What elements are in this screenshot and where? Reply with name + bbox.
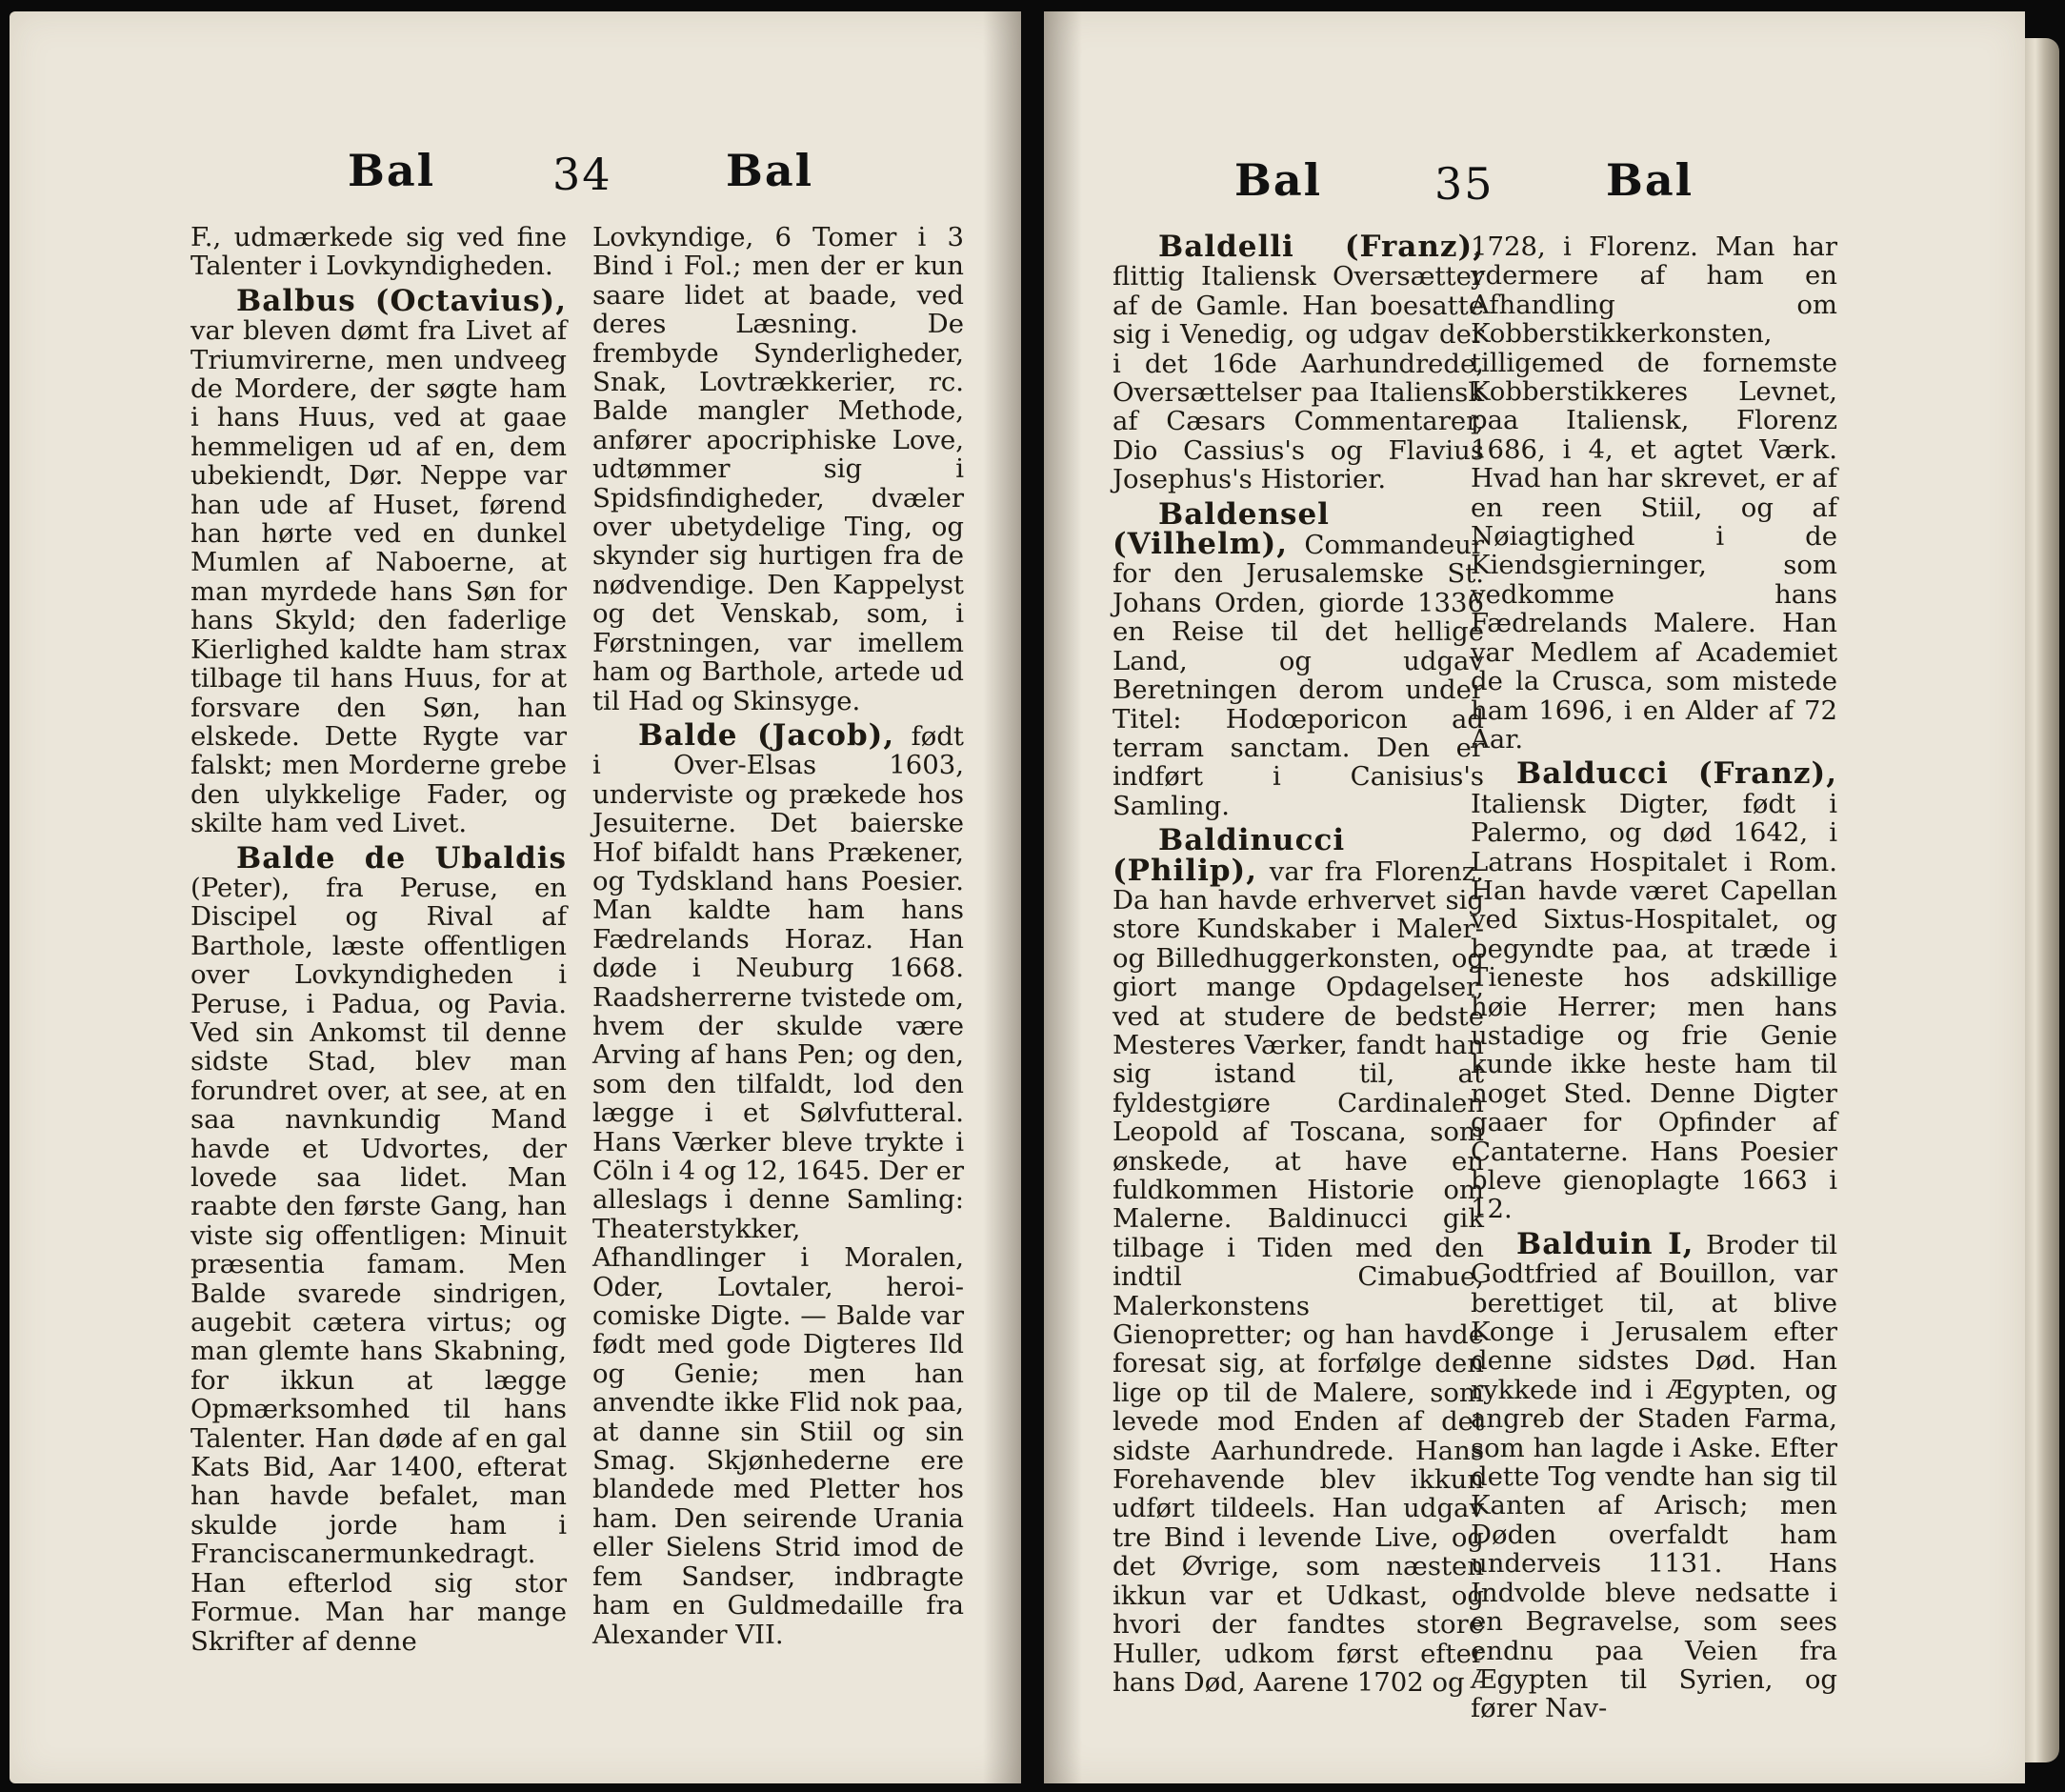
continuation-text: Lovkyndige, 6 Tomer i 3 Bind i Fol.; men der er kun saare lidet at baade, ved deres Læsning. De frembyde Synderligheder, Snak, Lovtrækkerier, rc. Balde mangler Methode, anfører apocriphiske Love, udtømmer sig i Spidsfindigheder, dvæler over ubetydelige Ting, og skynder sig hurtigen fra de nødvendige. Den Kappelyst og det Venskab, som, i Førstningen, var imellem ham og Barthole, artede ud til Had og Skinsyge. bbox=[592, 222, 964, 716]
continuation-text: F., udmærkede sig ved fine Talenter i Lovkyndigheden. bbox=[190, 222, 567, 282]
entry-text: flittig Italiensk Oversætter af de Gamle. Han boesatte sig i Venedig, og udgav der i det 16de Aarhundrede, Oversættelser paa Italiensk af Cæsars Commentarer, Dio Cassius's og Flavius Josephus's Historier. bbox=[1113, 261, 1484, 495]
text-column-2 bbox=[592, 223, 964, 1649]
right-page bbox=[1044, 11, 2025, 1783]
dictionary-entry bbox=[1471, 1226, 1837, 1724]
dictionary-entry bbox=[592, 717, 964, 1650]
running-head-right: Bal bbox=[1606, 154, 1694, 206]
entry-text: (Peter), fra Peruse, en Discipel og Rival af Barthole, læste offentligen over Lovkyndigheden i Peruse, i Padua, og Pavia. Ved sin Ankomst til denne sidste Stad, blev man forundret over, at see, at en saa navnkundig Mand havde et Udvortes, der lovede saa lidet. Man raabte den første Gang, han viste sig offentligen: Minuit præsentia famam. Men Balde svarede sindrigen, augebit cætera virtus; og man glemte hans Skabning, for ikkun at lægge Opmærksomhed til hans Talenter. Han døde af en gal Kats Bid, Aar 1400, efterat han havde befalet, man skulde jorde ham i Franciscanermunkedragt. Han efterlod sig stor Formue. Man har mange Skrifter af denne bbox=[190, 872, 567, 1657]
page-number: 34 bbox=[552, 149, 612, 200]
text-column-1 bbox=[190, 223, 567, 1656]
continuation-text: 1728, i Florenz. Man har ydermere af ham en Afhandling om Kobberstikkerkonsten, tilligemed de fornemste Kobberstikkeres Levnet, paa Italiensk, Florenz 1686, i 4, et agtet Værk. Hvad han har skrevet, er af en reen Stiil, og af Nøiagtighed i de Kiendsgierninger, som vedkomme hans Fædrelands Malere. Han var Medlem af Academiet de la Crusca, som mistede ham 1696, i en Alder af 72 Aar. bbox=[1471, 232, 1837, 755]
entry-headword: Baldelli (Franz), bbox=[1158, 230, 1484, 264]
dictionary-entry bbox=[1113, 496, 1484, 821]
entry-headword: Balde (Jacob), bbox=[638, 717, 895, 753]
left-page bbox=[10, 11, 1021, 1783]
running-head-right: Bal bbox=[726, 145, 814, 196]
entry-text: Commandeur for den Jerusalemske St. Johans Orden, giorde 1336 en Reise til det hellige Land, og udgav Beretningen derom under Titel: Hodœporicon ad terram sanctam. Den er indført i Canisius's Samling. bbox=[1113, 530, 1484, 821]
dictionary-entry bbox=[190, 283, 567, 839]
entry-headword: Balde de Ubaldis bbox=[236, 840, 567, 876]
entry-headword: Balduin I, bbox=[1516, 1226, 1694, 1261]
running-head-left: Bal bbox=[348, 145, 436, 196]
entry-headword: Baldinucci (Philip), bbox=[1113, 823, 1346, 888]
entry-headword: Baldensel (Vilhelm), bbox=[1113, 496, 1330, 562]
dictionary-entry bbox=[190, 840, 567, 1657]
page-number: 35 bbox=[1434, 158, 1494, 210]
entry-text: var fra Florenz. Da han havde erhvervet sig store Kundskaber i Maler- og Billedhuggerkonsten, og giort mange Opdagelser, ved at studere de bedste Mesteres Værker, fandt han sig istand til, at fyldestgiøre Cardinalen Leopold af Toscana, som ønskede, at have en fuldkommen Historie om Malerne. Baldinucci gik tilbage i Tiden med den indtil Cimabue, Malerkonstens Gienopretter; og han havde foresat sig, at forfølge den lige op til de Malere, som levede mod Enden af det sidste Aarhundrede. Hans Forehavende blev ikkun udført tildeels. Han udgav tre Bind i levende Live, og det Øvrige, som næsten ikkun var et Udkast, og hvori der fandtes store Huller, udkom først efter hans Død, Aarene 1702 og bbox=[1113, 856, 1484, 1698]
text-column-2 bbox=[1471, 232, 1837, 1723]
entry-text: Broder til Godtfried af Bouillon, var berettiget til, at blive Konge i Jerusalem efter denne sidstes Død. Han rykkede ind i Ægypten, og angreb der Staden Farma, som han lagde i Aske. Efter dette Tog vendte han sig til Kanten af Arisch; men Døden overfaldt ham underveis 1131. Hans Indvolde bleve nedsatte i en Begravelse, som sees endnu paa Veien fra Ægypten til Syrien, og fører Nav- bbox=[1471, 1229, 1837, 1724]
entry-text: Italiensk Digter, født i Palermo, og død 1642, i Latrans Hospitalet i Rom. Han havde været Capellan ved Sixtus-Hospitalet, og begyndte paa, at træde i Tieneste hos adskillige høie Herrer; men hans ustadige og frie Genie kunde ikke heste ham til noget Sted. Denne Digter gaaer for Opfinder af Cantaterne. Hans Poesier bleve gienoplagte 1663 i 12. bbox=[1471, 788, 1837, 1225]
entry-headword: Balducci (Franz), bbox=[1516, 756, 1837, 792]
gutter-shadow bbox=[1044, 11, 1082, 1783]
entry-headword: Balbus (Octavius), bbox=[236, 283, 567, 318]
dictionary-entry bbox=[1471, 756, 1837, 1225]
entry-text: født i Over-Elsas 1603, underviste og prækede hos Jesuiterne. Det baierske Hof bifaldt hans Prækener, og Tydskland hans Poesier. Man kaldte ham hans Fædrelands Horaz. Han døde i Neuburg 1668. Raadsherrerne tvistede om, hvem der skulde være Arving af hans Pen; og den, som den tilfaldt, lod den lægge i et Sølvfutteral. Hans Værker bleve trykte i Cöln i 4 og 12, 1645. Der er alleslags i denne Samling: Theaterstykker, Afhandlinger i Moralen, Oder, Lovtaler, heroi-comiske Digte. — Balde var født med gode Digteres Ild og Genie; men han anvendte ikke Flid nok paa, at danne sin Stiil og sin Smag. Skjønhederne ere blandede med Pletter hos ham. Den seirende Urania eller Sielens Strid imod de fem Sandser, indbragte ham en Guldmedaille fra Alexander VII. bbox=[592, 720, 964, 1650]
page-block-edge bbox=[2025, 38, 2059, 1762]
dictionary-entry bbox=[1113, 232, 1484, 494]
running-head-left: Bal bbox=[1234, 154, 1323, 206]
text-column-1 bbox=[1113, 232, 1484, 1697]
gutter-shadow bbox=[983, 11, 1021, 1783]
dictionary-entry bbox=[1113, 823, 1484, 1698]
entry-text: var bleven dømt fra Livet af Triumvirerne, men undveeg de Mordere, der søgte ham i hans Huus, ved at gaae hemmeligen ud af en, dem ubekiendt, Dør. Neppe var han ude af Huset, førend han hørte ved en dunkel Mumlen af Naboerne, at man myrdede hans Søn for hans Skyld; den faderlige Kierlighed kaldte ham strax tilbage til hans Huus, for at forsvare den Søn, han elskede. Dette Rygte var falskt; men Morderne grebe den ulykkelige Fader, og skilte ham ved Livet. bbox=[190, 315, 567, 839]
